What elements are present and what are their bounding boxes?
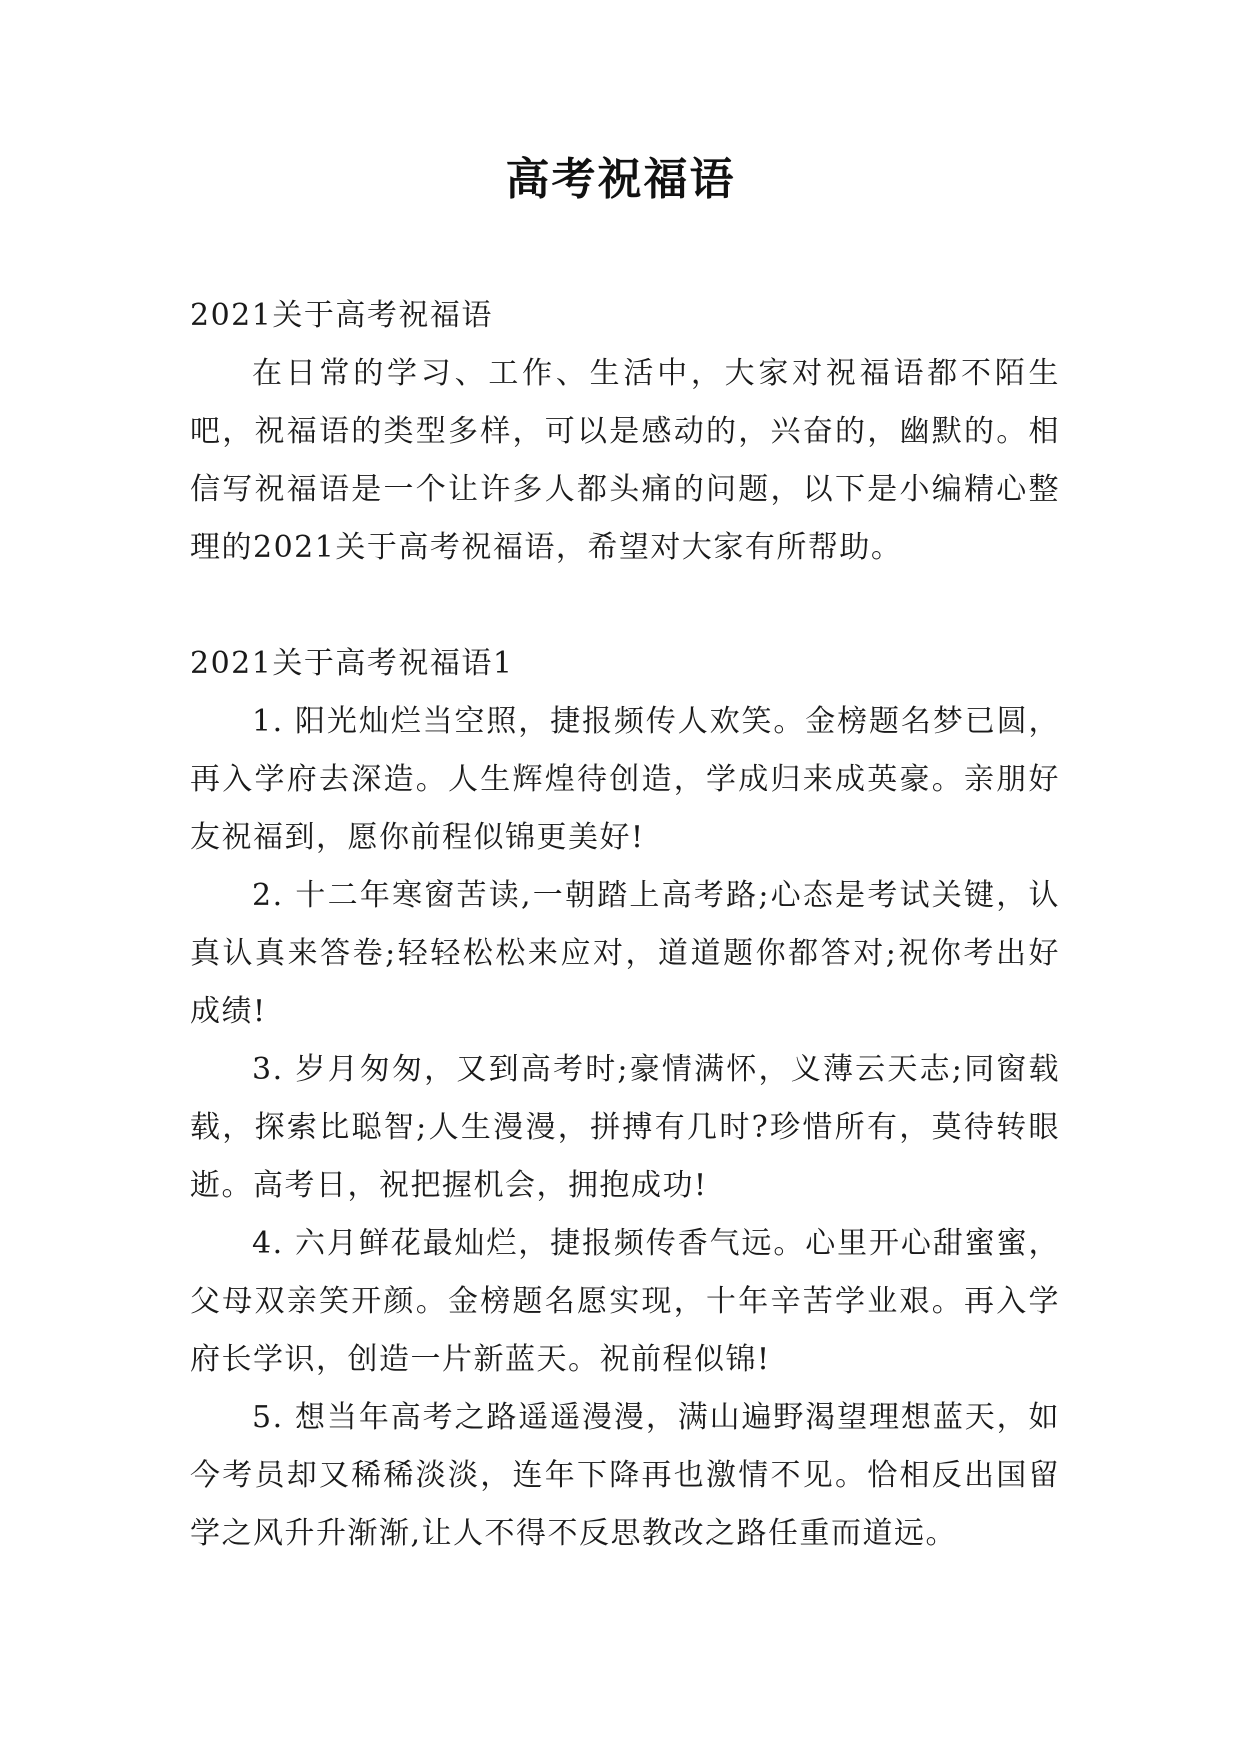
wish-item-3: 3. 岁月匆匆，又到高考时;豪情满怀，义薄云天志;同窗载载，探索比聪智;人生漫漫，拼搏有几时?珍惜所有，莫待转眼逝。高考日，祝把握机会，拥抱成功! xyxy=(190,1052,1060,1203)
wish-item-2: 2. 十二年寒窗苦读,一朝踏上高考路;心态是考试关键，认真认真来答卷;轻轻松松来应对，道道题你都答对;祝你考出好成绩! xyxy=(190,878,1060,1029)
section-intro-heading: 2021关于高考祝福语 xyxy=(190,298,493,333)
section-1-heading: 2021关于高考祝福语1 xyxy=(190,646,514,681)
document-body xyxy=(190,287,1060,1563)
section-spacer xyxy=(190,577,1060,635)
wish-item-1: 1. 阳光灿烂当空照，捷报频传人欢笑。金榜题名梦已圆，再入学府去深造。人生辉煌待创造，学成归来成英豪。亲朋好友祝福到，愿你前程似锦更美好! xyxy=(190,704,1060,855)
intro-paragraph: 在日常的学习、工作、生活中，大家对祝福语都不陌生吧，祝福语的类型多样，可以是感动的，兴奋的，幽默的。相信写祝福语是一个让许多人都头痛的问题，以下是小编精心整理的2021关于高考祝福语，希望对大家有所帮助。 xyxy=(190,356,1060,565)
wish-item-4: 4. 六月鲜花最灿烂，捷报频传香气远。心里开心甜蜜蜜，父母双亲笑开颜。金榜题名愿实现，十年辛苦学业艰。再入学府长学识，创造一片新蓝天。祝前程似锦! xyxy=(190,1226,1060,1377)
document-title: 高考祝福语 xyxy=(505,154,736,205)
wish-item-5: 5. 想当年高考之路遥遥漫漫，满山遍野渴望理想蓝天，如今考员却又稀稀淡淡，连年下降再也激情不见。恰相反出国留学之风升升渐渐,让人不得不反思教改之路任重而道远。 xyxy=(190,1400,1060,1551)
